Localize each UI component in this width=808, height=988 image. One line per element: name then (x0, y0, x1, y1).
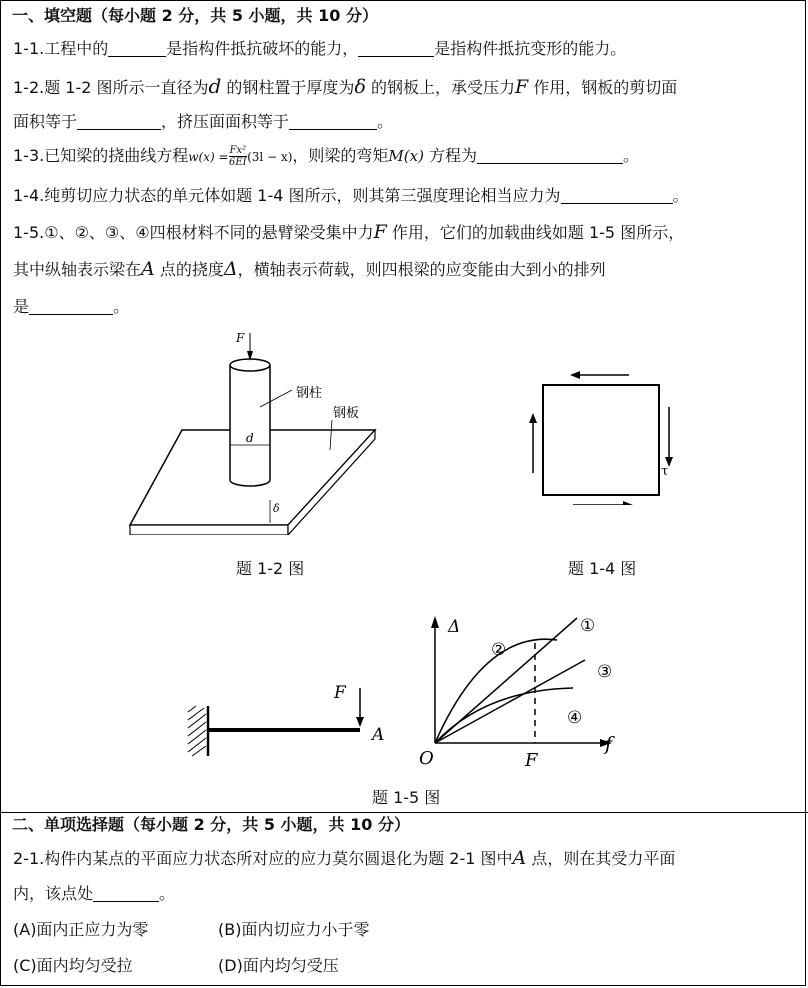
q1-5-text-b: 作用，它们的加载曲线如题 1-5 图所示， (386, 223, 685, 242)
q1-2-text-c: 的钢板上，承受压力 (365, 78, 515, 97)
load-F-label: F (525, 750, 538, 770)
y-axis-arrowhead (431, 616, 439, 628)
question-2-1-line1 (13, 847, 675, 870)
axis-label-f: f (605, 733, 613, 755)
q1-3-w-function: w(x) = (188, 150, 229, 164)
q1-3-numerator: Fx² (229, 145, 247, 156)
q1-2-F-symbol: F (514, 76, 529, 98)
q1-2-blank-1[interactable] (77, 113, 161, 130)
q1-2-text-g: ，挤压面面积等于 (161, 112, 290, 131)
q1-3-text-d: 。 (623, 146, 640, 165)
q1-3-tail: (3l − x) (247, 150, 293, 164)
q1-2-text-e: 作用，钢板的剪切面 (528, 78, 678, 97)
load-arrowhead (356, 717, 364, 727)
question-1-2-line1 (13, 75, 677, 99)
fig1-2-caption: 题 1-2 图 (236, 559, 305, 578)
figure-1-5-curves (415, 610, 630, 770)
q1-3-text-b: ，则梁的弯矩 (292, 146, 389, 165)
option-D[interactable]: (D)面内均匀受压 (218, 956, 339, 975)
q1-2-text-f: 面积等于 (13, 112, 78, 131)
force-label: F (236, 331, 245, 345)
q1-5-text-e: ，横轴表示荷载，则四根梁的应变能由大到小的排列 (237, 260, 606, 279)
bottom-arrowhead (623, 501, 633, 505)
origin-label: O (419, 748, 434, 769)
fig1-5-caption: 题 1-5 图 (372, 788, 441, 807)
q1-5-text-c: 其中纵轴表示梁在 (13, 260, 142, 279)
option-A[interactable]: (A)面内正应力为零 (13, 920, 149, 939)
section1-title: 一、填空题（每小题 2 分，共 5 小题，共 10 分） (12, 6, 378, 25)
q1-1-text-c: 是指构件抵抗变形的能力。 (434, 39, 627, 58)
figure-1-2 (120, 325, 390, 535)
q1-3-denominator: 6EI (229, 157, 247, 168)
question-1-5-line1 (13, 221, 684, 244)
q1-4-text-b: 。 (672, 186, 689, 205)
question-1-3 (13, 145, 639, 175)
question-1-5-line2 (13, 258, 606, 281)
q2-1-text-d: 。 (159, 884, 176, 903)
q1-5-Delta-symbol: Δ (223, 258, 238, 280)
plate-label: 钢板 (333, 406, 360, 421)
q1-5-text-a: 1-5.①、②、③、④四根材料不同的悬臂梁受集中力 (13, 223, 374, 242)
q1-1-blank-1[interactable] (108, 40, 166, 57)
q1-4-text-a: 1-4.纯剪切应力状态的单元体如题 1-4 图所示，则其第三强度理论相当应力为 (13, 186, 561, 205)
q1-5-A-symbol: A (141, 258, 155, 280)
q1-5-blank[interactable] (29, 298, 113, 315)
option-B[interactable]: (B)面内切应力小于零 (218, 920, 370, 939)
figure-1-5-cantilever (180, 680, 390, 760)
figure-1-4 (525, 365, 685, 505)
column-label: 钢柱 (296, 386, 323, 401)
q1-3-text-c: 方程为 (423, 146, 478, 165)
top-arrowhead (570, 371, 580, 379)
q1-3-text-a: 1-3.已知梁的挠曲线方程 (13, 146, 189, 165)
diameter-label: d (246, 431, 254, 445)
q2-1-A-symbol: A (512, 847, 527, 869)
fig1-4-caption: 题 1-4 图 (568, 559, 637, 578)
q1-4-blank[interactable] (561, 187, 673, 204)
q1-1-text-a: 1-1.工程中的 (13, 39, 109, 58)
question-1-2-line2 (13, 111, 393, 133)
q1-5-text-d: 点的挠度 (154, 260, 224, 279)
section-divider (0, 812, 808, 813)
column-body (230, 365, 270, 480)
q2-1-blank[interactable] (93, 885, 159, 902)
q2-1-text-a: 2-1.构件内某点的平面应力状态所对应的应力莫尔圆退化为题 2-1 图中 (13, 849, 513, 868)
question-1-1 (13, 38, 626, 60)
question-1-5-line3 (13, 296, 129, 318)
q1-2-d-symbol: d (208, 74, 222, 98)
question-1-4 (13, 185, 689, 207)
load-label: F (334, 683, 346, 703)
q1-2-text-b: 的钢柱置于厚度为 (221, 78, 355, 97)
tau-label: τ (661, 464, 669, 479)
element-square (543, 385, 659, 495)
curve-2-label: ② (491, 640, 507, 660)
q1-2-delta-symbol: δ (354, 76, 366, 98)
option-C[interactable]: (C)面内均匀受拉 (13, 956, 133, 975)
curve-1-label: ① (580, 616, 596, 636)
section2-title: 二、单项选择题（每小题 2 分，共 5 小题，共 10 分） (12, 815, 410, 834)
q1-2-blank-2[interactable] (289, 113, 377, 130)
curve-3-label: ③ (597, 662, 613, 682)
q1-5-F-symbol: F (373, 221, 387, 243)
axis-label-delta: Δ (448, 617, 461, 637)
question-2-1-line2 (13, 883, 175, 905)
q1-5-text-f: 是 (13, 297, 30, 316)
curve-4-label: ④ (567, 708, 583, 728)
point-A-label: A (372, 725, 385, 745)
q2-1-text-b: 点，则在其受力平面 (526, 849, 676, 868)
q1-3-M-function: M(x) (388, 147, 424, 165)
steel-plate-front (130, 525, 288, 535)
q1-3-fraction (229, 145, 248, 168)
q2-1-text-c: 内，该点处 (13, 884, 94, 903)
q1-2-text-h: 。 (377, 112, 394, 131)
left-arrowhead (529, 413, 537, 423)
q1-1-text-b: 是指构件抵抗破坏的能力， (166, 39, 359, 58)
thickness-label: δ (273, 502, 280, 515)
q1-2-text-a: 1-2.题 1-2 图所示一直径为 (13, 78, 209, 97)
q1-3-blank[interactable] (477, 147, 623, 164)
q1-5-text-g: 。 (113, 297, 130, 316)
curve-4 (435, 688, 573, 743)
q1-1-blank-2[interactable] (358, 40, 434, 57)
